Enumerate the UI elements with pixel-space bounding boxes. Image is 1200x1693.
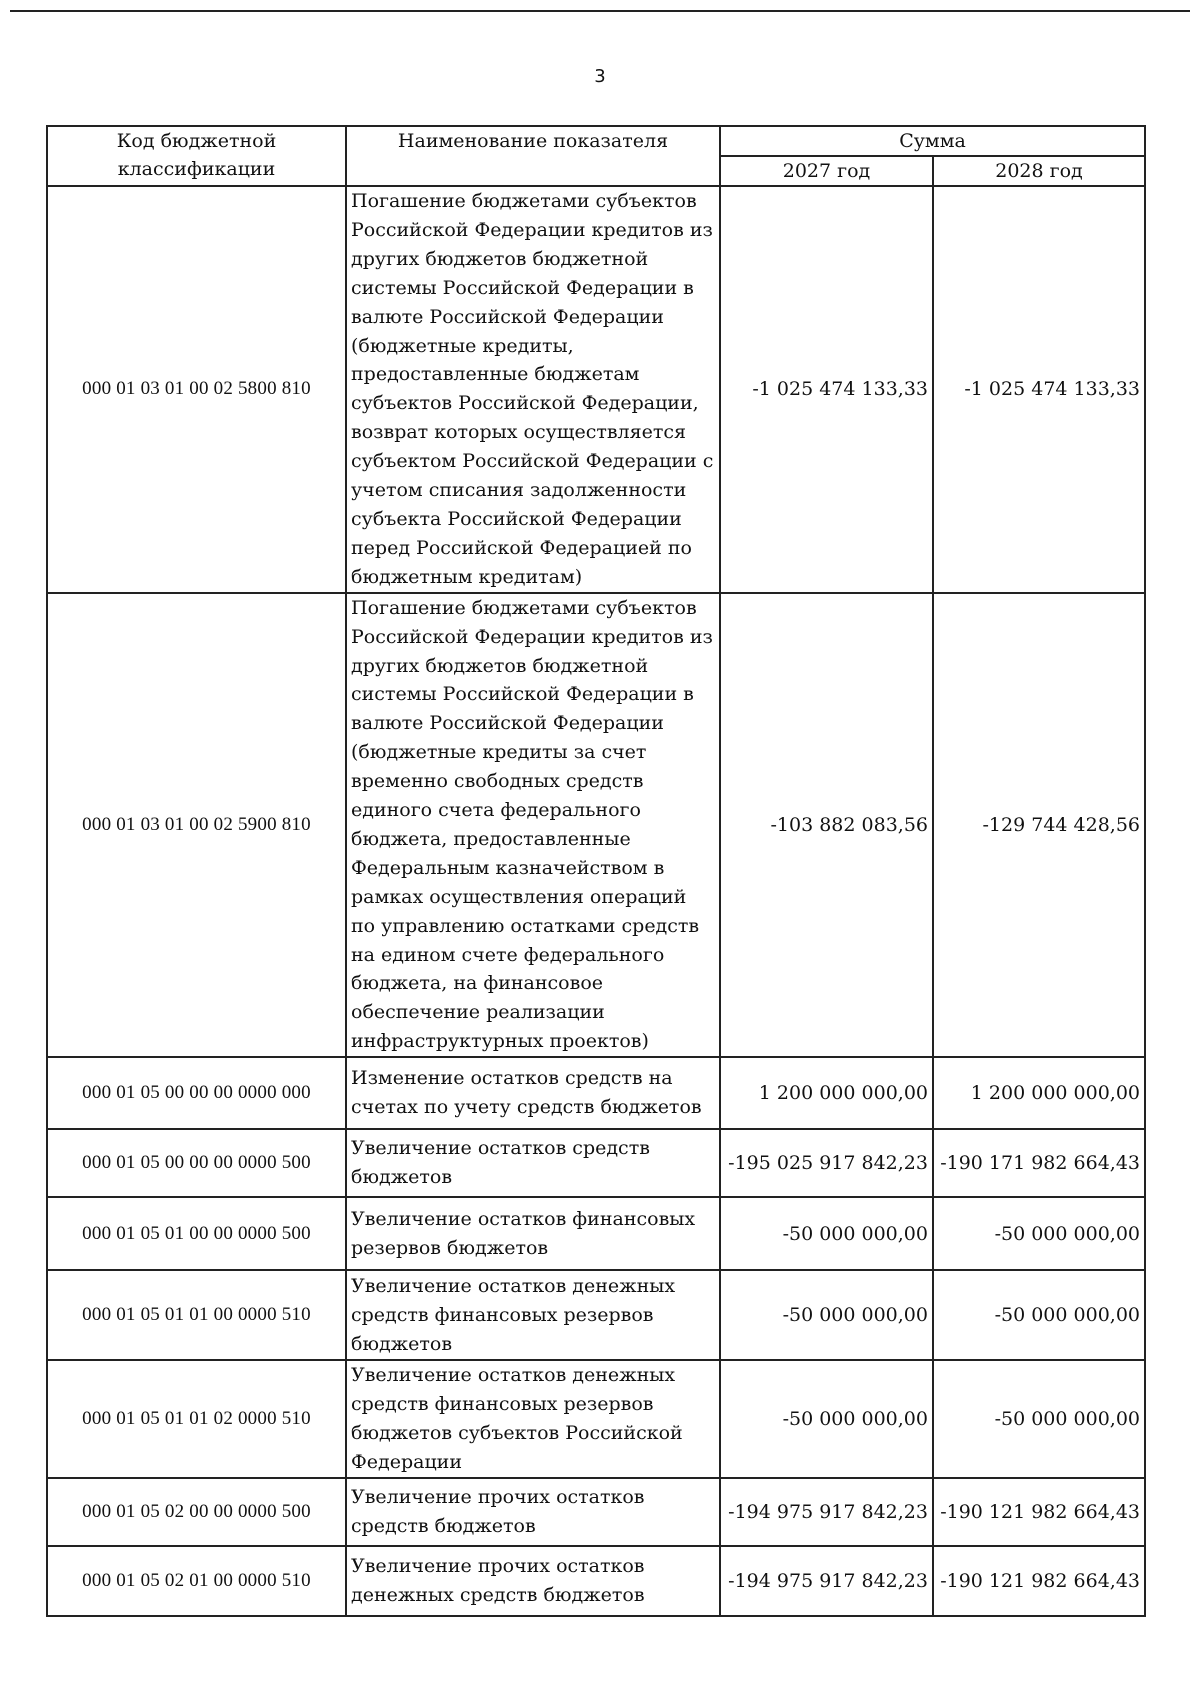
- row-code: 000 01 05 01 00 00 0000 500: [47, 1197, 346, 1270]
- row-value-2027: -103 882 083,56: [720, 593, 933, 1058]
- row-code: 000 01 05 02 01 00 0000 510: [47, 1546, 346, 1616]
- row-name: Увеличение прочих остатков средств бюджетов: [346, 1478, 720, 1546]
- row-value-2028: -190 171 982 664,43: [933, 1129, 1145, 1197]
- row-name: Увеличение остатков денежных средств финансовых резервов бюджетов: [346, 1270, 720, 1360]
- table-row: [47, 186, 1145, 593]
- row-name: Увеличение остатков средств бюджетов: [346, 1129, 720, 1197]
- row-code: 000 01 03 01 00 02 5900 810: [47, 593, 346, 1058]
- table-row: [47, 1197, 1145, 1270]
- row-code: 000 01 05 00 00 00 0000 000: [47, 1057, 346, 1129]
- row-value-2027: -194 975 917 842,23: [720, 1546, 933, 1616]
- row-value-2028: -190 121 982 664,43: [933, 1546, 1145, 1616]
- header-year-2027: 2027 год: [720, 156, 933, 186]
- row-value-2027: -194 975 917 842,23: [720, 1478, 933, 1546]
- top-border-line: [10, 10, 1190, 12]
- table-row: [47, 1057, 1145, 1129]
- row-value-2028: -190 121 982 664,43: [933, 1478, 1145, 1546]
- page-number: 3: [594, 66, 606, 87]
- header-code: Код бюджетной классификации: [47, 126, 346, 186]
- row-code: 000 01 05 01 01 00 0000 510: [47, 1270, 346, 1360]
- row-value-2028: -50 000 000,00: [933, 1270, 1145, 1360]
- table-row: [47, 1129, 1145, 1197]
- row-value-2027: 1 200 000 000,00: [720, 1057, 933, 1129]
- row-value-2028: -50 000 000,00: [933, 1197, 1145, 1270]
- row-value-2027: -1 025 474 133,33: [720, 186, 933, 593]
- header-name: Наименование показателя: [346, 126, 720, 186]
- row-code: 000 01 05 01 01 02 0000 510: [47, 1360, 346, 1478]
- table-row: [47, 1270, 1145, 1360]
- row-code: 000 01 03 01 00 02 5800 810: [47, 186, 346, 593]
- row-name: Увеличение прочих остатков денежных средств бюджетов: [346, 1546, 720, 1616]
- row-value-2028: -50 000 000,00: [933, 1360, 1145, 1478]
- row-name: Погашение бюджетами субъектов Российской Федерации кредитов из других бюджетов бюджетной системы Российской Федерации в валюте Российской Федерации (бюджетные кредиты за счет временно свободных средств единого счета федерального бюджета, предоставленные Федеральным казначейством в рамках осуществления операций по управлению остатками средств на едином счете федерального бюджета, на финансовое обеспечение реализации инфраструктурных проектов): [346, 593, 720, 1058]
- header-sum: Сумма: [720, 126, 1145, 156]
- row-value-2028: 1 200 000 000,00: [933, 1057, 1145, 1129]
- row-value-2027: -50 000 000,00: [720, 1270, 933, 1360]
- row-name: Увеличение остатков денежных средств финансовых резервов бюджетов субъектов Российской Федерации: [346, 1360, 720, 1478]
- table-row: [47, 1478, 1145, 1546]
- row-name: Погашение бюджетами субъектов Российской Федерации кредитов из других бюджетов бюджетной системы Российской Федерации в валюте Российской Федерации (бюджетные кредиты, предоставленные бюджетам субъектов Российской Федерации, возврат которых осуществляется субъектом Российской Федерации с учетом списания задолженности субъекта Российской Федерации перед Российской Федерацией по бюджетным кредитам): [346, 186, 720, 593]
- table-row: [47, 593, 1145, 1058]
- table-row: [47, 1546, 1145, 1616]
- row-code: 000 01 05 00 00 00 0000 500: [47, 1129, 346, 1197]
- row-value-2027: -50 000 000,00: [720, 1360, 933, 1478]
- table-row: [47, 1360, 1145, 1478]
- header-year-2028: 2028 год: [933, 156, 1145, 186]
- row-value-2028: -1 025 474 133,33: [933, 186, 1145, 593]
- row-value-2027: -195 025 917 842,23: [720, 1129, 933, 1197]
- row-name: Изменение остатков средств на счетах по учету средств бюджетов: [346, 1057, 720, 1129]
- row-value-2027: -50 000 000,00: [720, 1197, 933, 1270]
- row-value-2028: -129 744 428,56: [933, 593, 1145, 1058]
- row-name: Увеличение остатков финансовых резервов бюджетов: [346, 1197, 720, 1270]
- row-code: 000 01 05 02 00 00 0000 500: [47, 1478, 346, 1546]
- budget-sources-table: [46, 125, 1146, 1617]
